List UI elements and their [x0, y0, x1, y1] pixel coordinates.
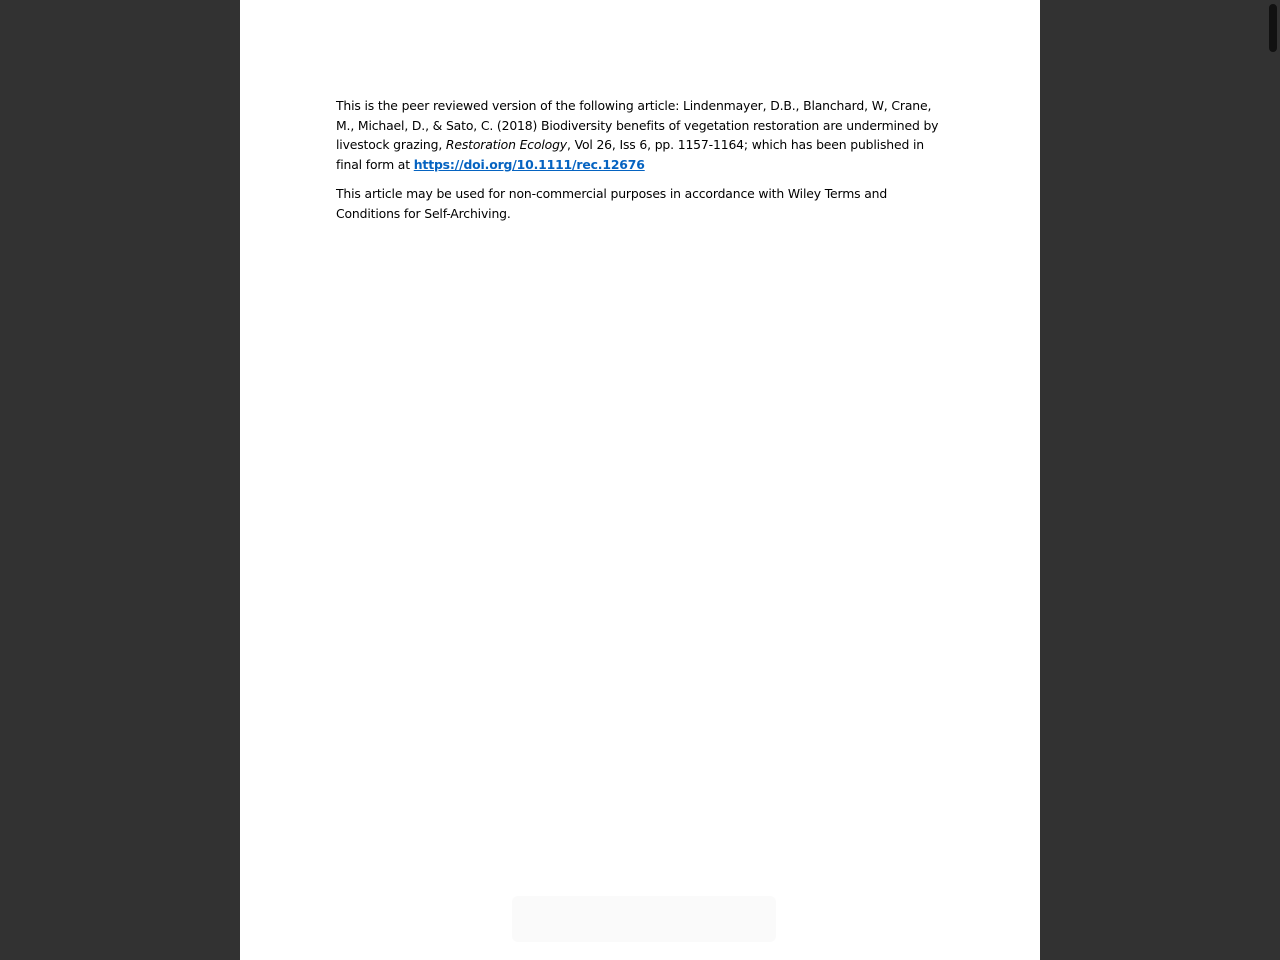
scrollbar[interactable]: [1266, 0, 1280, 960]
usage-notice-paragraph: This article may be used for non-commercial purposes in accordance with Wiley Terms and Conditions for Self-Archiving.: [336, 186, 888, 221]
doi-link[interactable]: https://doi.org/10.1111/rec.12676: [413, 156, 645, 172]
citation-text-before: This is the peer reviewed version of the following article: Lindenmayer, D.B., Blanchard, W, Crane, M., Michael, D., & Sato, C. (2018) Biodiversity benefits of vegetation restoration are undermined by livestock grazing,: [336, 98, 939, 152]
citation-paragraph: [336, 96, 946, 174]
citation-text-after: , Vol 26, Iss 6, pp. 1157-1164; which has been published in final form at: [336, 137, 924, 172]
page-toolbar-overlay: [512, 896, 776, 942]
journal-title: Restoration Ecology: [445, 137, 567, 152]
scrollbar-thumb[interactable]: [1269, 4, 1277, 52]
page-content: [336, 96, 946, 233]
document-page: [240, 0, 1040, 960]
